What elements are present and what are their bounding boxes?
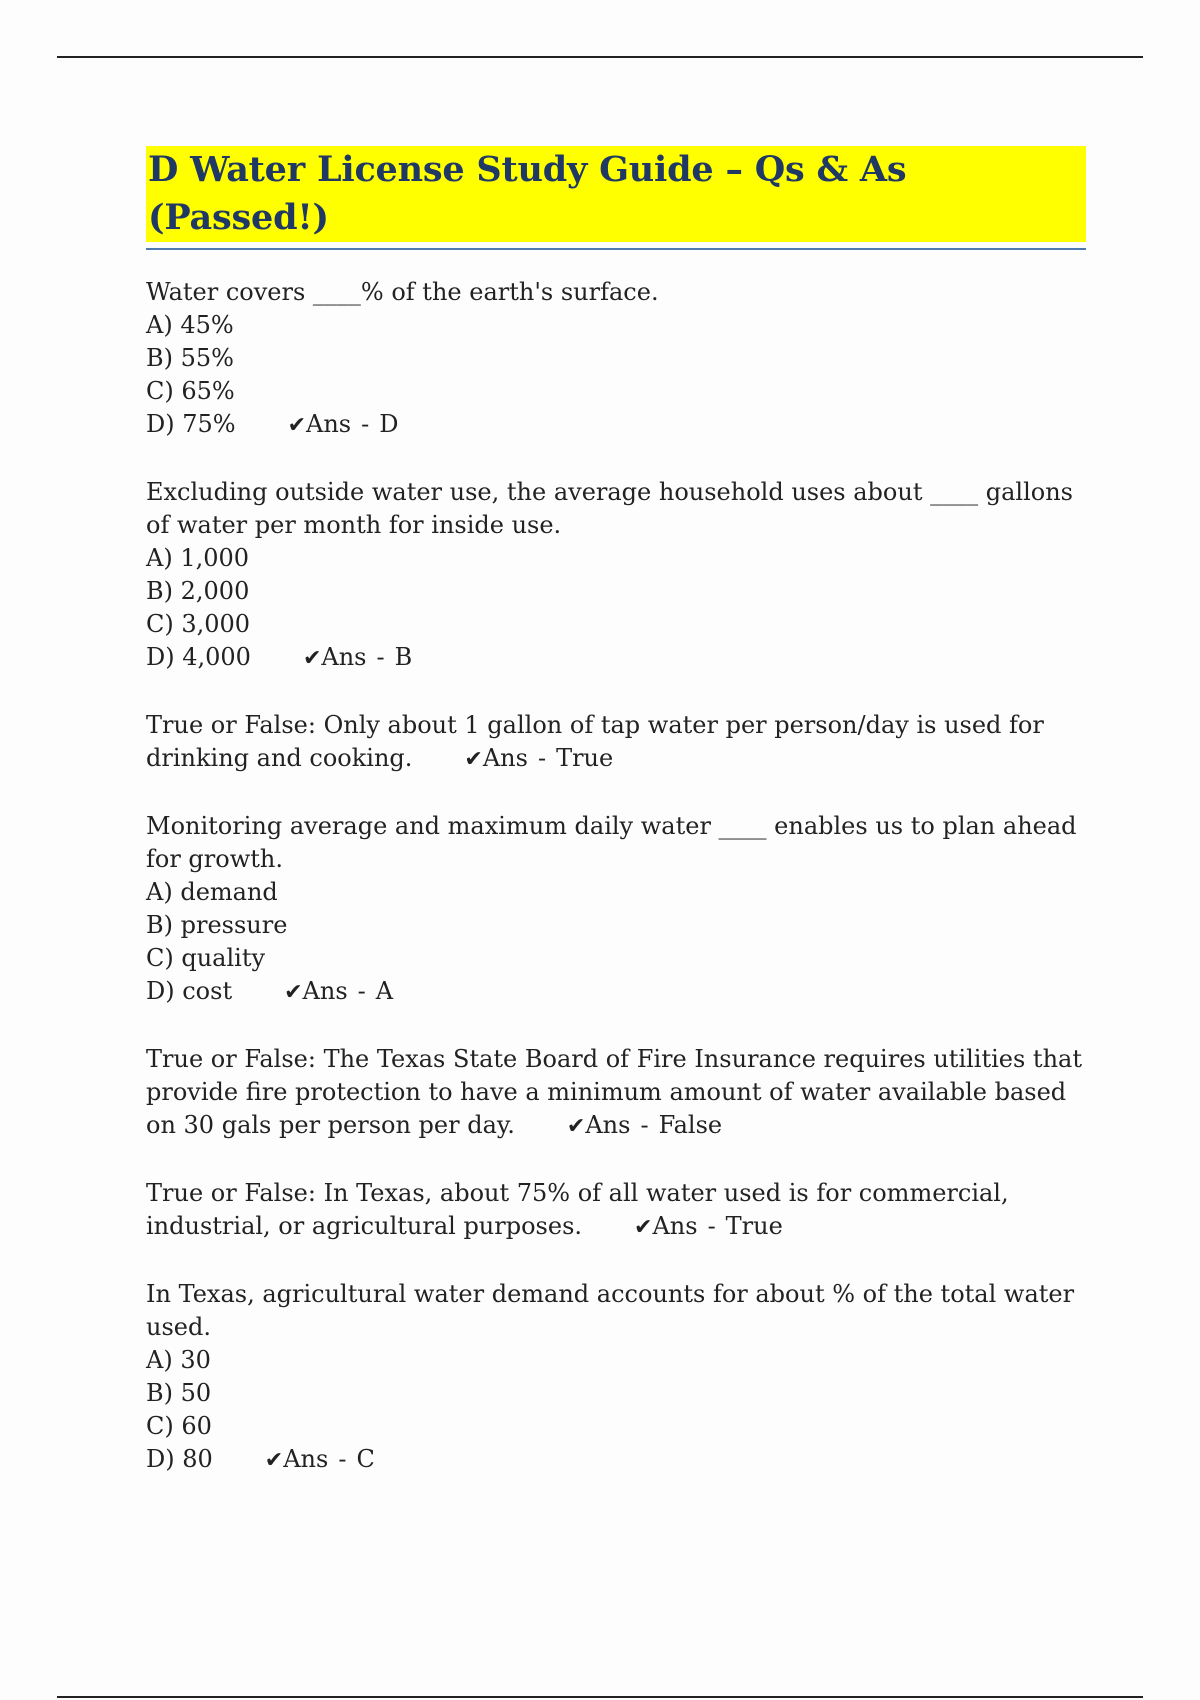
question-block [146, 1177, 1086, 1244]
question-text-line [146, 1177, 1086, 1244]
answer-label: Ans [306, 410, 352, 438]
checkmark-icon: ✔ [302, 646, 322, 671]
option-text: C) 60 [146, 1412, 212, 1440]
option-text: C) 65% [146, 377, 235, 405]
answer-separator: - [361, 410, 370, 438]
option-text: D) 80 [146, 1445, 213, 1473]
checkmark-icon: ✔ [464, 747, 483, 772]
header-rule [57, 56, 1143, 58]
option-text: C) quality [146, 944, 266, 972]
option-text: D) 75% [146, 410, 236, 438]
option-text: B) pressure [146, 911, 288, 939]
option-text: B) 2,000 [146, 577, 250, 605]
page-title: D Water License Study Guide – Qs & As (Passed!) [146, 146, 1086, 242]
question-block [146, 1043, 1086, 1143]
option-text: A) 45% [146, 311, 234, 339]
question-text: True or False: Only about 1 gallon of tap water per person/day is used for drinking and cooking. [146, 711, 1044, 772]
question-text: Monitoring average and maximum daily water ____ enables us to plan ahead for growth. [146, 812, 1077, 873]
option-line [146, 641, 1086, 675]
option-text: D) 4,000 [146, 643, 251, 671]
question-text-line [146, 810, 1086, 876]
document-body [146, 146, 1086, 1511]
option-line [146, 1410, 1086, 1443]
answer-marker [284, 977, 393, 1005]
answer-label: Ans [482, 744, 528, 772]
question-block [146, 476, 1086, 675]
question-text: Excluding outside water use, the average household uses about ____ gallons of water per month for inside use. [146, 478, 1073, 539]
answer-value: A [375, 977, 394, 1005]
answer-separator: - [537, 744, 547, 772]
option-line [146, 375, 1086, 408]
answer-separator: - [338, 1445, 347, 1473]
answer-marker [464, 744, 613, 772]
answer-marker [288, 410, 399, 438]
answer-marker [567, 1111, 722, 1139]
option-line [146, 342, 1086, 375]
option-text: B) 55% [146, 344, 234, 372]
answer-marker [303, 643, 412, 671]
question-text-line [146, 476, 1086, 542]
answer-label: Ans [585, 1111, 631, 1139]
question-list [146, 276, 1086, 1477]
answer-value: B [394, 643, 413, 671]
question-text-line [146, 1278, 1086, 1344]
answer-value: True [725, 1212, 783, 1240]
option-line [146, 1377, 1086, 1410]
question-block [146, 276, 1086, 442]
question-text: In Texas, agricultural water demand accounts for about % of the total water used. [146, 1280, 1075, 1341]
answer-marker [265, 1445, 375, 1473]
question-block [146, 1278, 1086, 1477]
answer-label: Ans [283, 1445, 329, 1473]
option-text: A) 1,000 [146, 544, 250, 572]
checkmark-icon: ✔ [566, 1114, 586, 1139]
answer-value: D [379, 410, 399, 438]
question-text-line [146, 1043, 1086, 1143]
answer-marker [634, 1212, 783, 1240]
option-line [146, 608, 1086, 641]
answer-label: Ans [321, 643, 367, 671]
answer-separator: - [640, 1111, 649, 1139]
checkmark-icon: ✔ [284, 980, 303, 1005]
question-text: Water covers ____% of the earth's surface. [146, 278, 659, 306]
option-line [146, 309, 1086, 342]
option-line [146, 942, 1086, 975]
option-line [146, 1344, 1086, 1377]
footer-rule [57, 1696, 1143, 1698]
answer-value: True [556, 744, 614, 772]
option-line [146, 542, 1086, 575]
checkmark-icon: ✔ [287, 413, 307, 438]
question-text: True or False: In Texas, about 75% of all water used is for commercial, industrial, or agricultural purposes. [146, 1179, 1009, 1240]
option-line [146, 575, 1086, 608]
question-text: True or False: The Texas State Board of Fire Insurance requires utilities that provide fire protection to have a minimum amount of water available based on 30 gals per person per day. [146, 1045, 1082, 1139]
answer-value: False [658, 1111, 723, 1139]
checkmark-icon: ✔ [634, 1215, 653, 1240]
answer-separator: - [707, 1212, 716, 1240]
option-line [146, 909, 1086, 942]
question-text-line [146, 709, 1086, 776]
question-block [146, 810, 1086, 1009]
answer-separator: - [376, 643, 385, 671]
option-text: A) 30 [146, 1346, 211, 1374]
option-line [146, 975, 1086, 1009]
option-line [146, 876, 1086, 909]
answer-label: Ans [652, 1212, 698, 1240]
question-block [146, 709, 1086, 776]
option-text: B) 50 [146, 1379, 212, 1407]
answer-label: Ans [302, 977, 348, 1005]
checkmark-icon: ✔ [264, 1448, 284, 1473]
option-text: C) 3,000 [146, 610, 251, 638]
option-line [146, 1443, 1086, 1477]
title-block [146, 146, 1086, 250]
question-text-line [146, 276, 1086, 309]
answer-value: C [356, 1445, 375, 1473]
option-text: D) cost [146, 977, 233, 1005]
option-line [146, 408, 1086, 442]
answer-separator: - [357, 977, 366, 1005]
option-text: A) demand [146, 878, 278, 906]
